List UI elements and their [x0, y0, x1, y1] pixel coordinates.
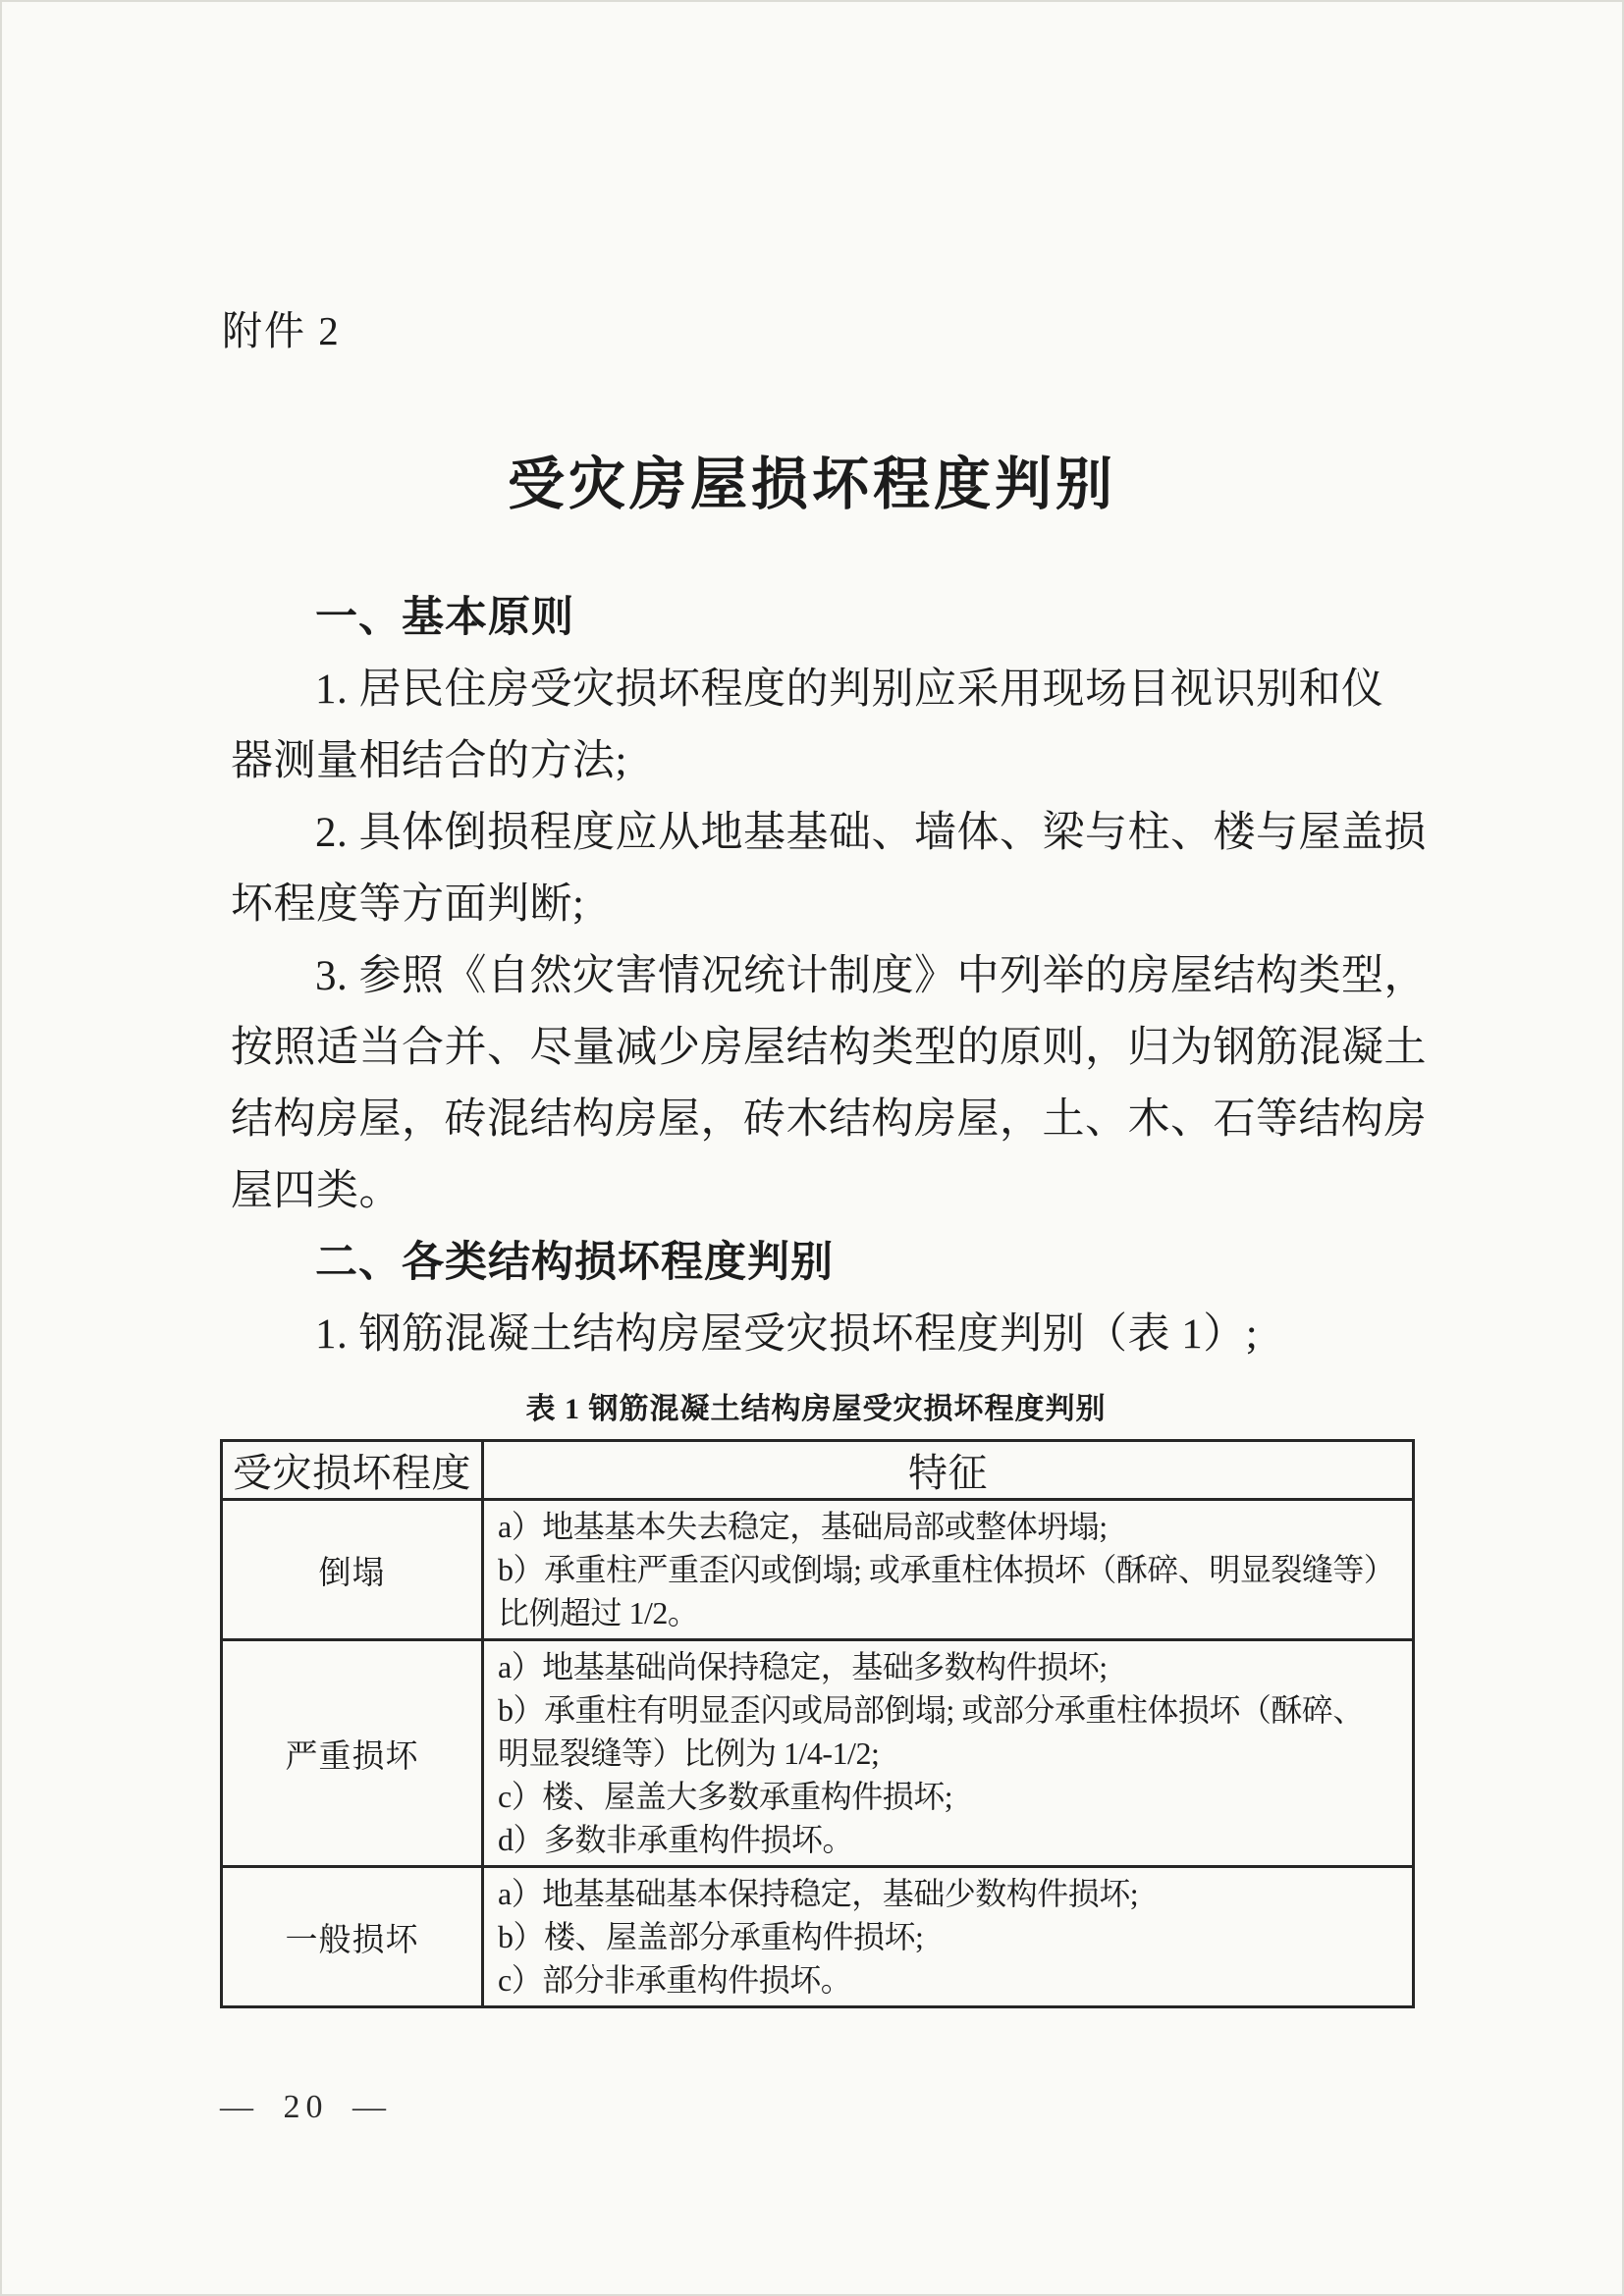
body-line: 1. 居民住房受灾损坏程度的判别应采用现场目视识别和仪	[315, 667, 1384, 713]
feature-line: 比例超过 1/2。	[498, 1595, 699, 1630]
section-heading: 一、基本原则	[315, 594, 574, 641]
table-row	[222, 1640, 1414, 1867]
body-line: 按照适当合并、尽量减少房屋结构类型的原则，归为钢筋混凝土	[231, 1025, 1427, 1071]
feature-line: d）多数非承重构件损坏。	[498, 1822, 854, 1857]
body-line: 器测量相结合的方法;	[231, 738, 627, 784]
feature-line: c）楼、屋盖大多数承重构件损坏;	[498, 1779, 953, 1814]
table-header-feature: 特征	[483, 1441, 1414, 1500]
body-line: 结构房屋，砖混结构房屋，砖木结构房屋，土、木、石等结构房	[231, 1096, 1427, 1143]
features-cell	[483, 1867, 1414, 2007]
feature-line: 明显裂缝等）比例为 1/4-1/2;	[498, 1735, 880, 1771]
attachment-label: 附件 2	[222, 308, 341, 353]
feature-line: c）部分非承重构件损坏。	[498, 1962, 852, 1998]
features-cell	[483, 1640, 1414, 1867]
damage-degree-cell: 一般损坏	[222, 1867, 483, 2007]
feature-line: b）楼、屋盖部分承重构件损坏;	[498, 1919, 924, 1954]
body-line: 1. 钢筋混凝土结构房屋受灾损坏程度判别（表 1）;	[315, 1311, 1259, 1358]
damage-table	[220, 1439, 1415, 2008]
table-caption: 表 1 钢筋混凝土结构房屋受灾损坏程度判别	[525, 1393, 1107, 1425]
feature-line: a）地基基本失去稳定，基础局部或整体坍塌;	[498, 1509, 1108, 1544]
body-text	[231, 582, 1427, 1370]
feature-line: a）地基基础基本保持稳定，基础少数构件损坏;	[498, 1876, 1139, 1911]
body-line: 3. 参照《自然灾害情况统计制度》中列举的房屋结构类型，	[315, 953, 1427, 999]
damage-degree-cell: 倒塌	[222, 1500, 483, 1640]
table-row	[222, 1500, 1414, 1640]
table-header-row	[222, 1441, 1414, 1500]
feature-line: b）承重柱有明显歪闪或局部倒塌; 或部分承重柱体损坏（酥碎、	[498, 1692, 1364, 1728]
body-line: 屋四类。	[231, 1168, 402, 1214]
table-row	[222, 1867, 1414, 2007]
table-body	[222, 1500, 1414, 2007]
damage-degree-cell: 严重损坏	[222, 1640, 483, 1867]
body-line: 2. 具体倒损程度应从地基基础、墙体、梁与柱、楼与屋盖损	[315, 810, 1427, 856]
page-number: — 20 —	[220, 2089, 392, 2125]
feature-line: a）地基基础尚保持稳定，基础多数构件损坏;	[498, 1649, 1108, 1684]
features-cell	[483, 1500, 1414, 1640]
section-heading: 二、各类结构损坏程度判别	[315, 1239, 834, 1286]
table-header-degree: 受灾损坏程度	[222, 1441, 483, 1500]
document-title: 受灾房屋损坏程度判别	[507, 453, 1116, 516]
feature-line: b）承重柱严重歪闪或倒塌; 或承重柱体损坏（酥碎、明显裂缝等）	[498, 1552, 1395, 1587]
body-line: 坏程度等方面判断;	[231, 881, 585, 928]
